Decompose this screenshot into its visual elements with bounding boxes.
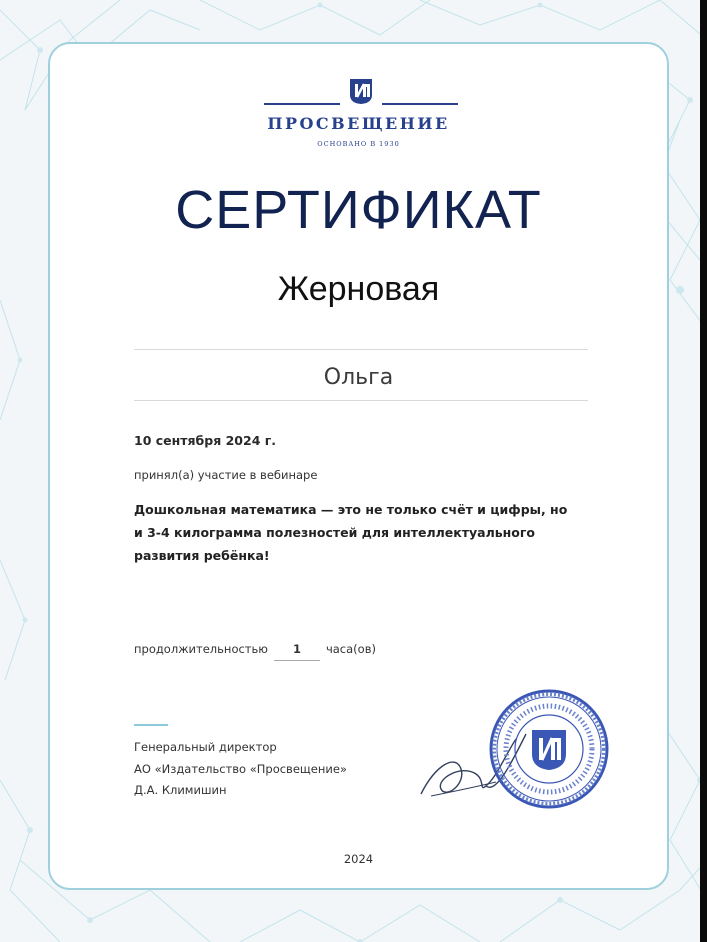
webinar-title: Дошкольная математика — это не только счёт и цифры, но и 3-4 килограмма полезностей для интеллектуального развития ребёнка! xyxy=(134,502,568,563)
name-rule-top xyxy=(134,349,588,350)
logo-line-right xyxy=(382,103,458,105)
duration-value: 1 xyxy=(274,642,320,661)
window-edge xyxy=(700,0,707,942)
signatory-position: Генеральный директор xyxy=(134,740,277,754)
signature-divider xyxy=(134,724,168,726)
signatory-organization: АО «Издательство «Просвещение» xyxy=(134,761,347,776)
certificate-year: 2024 xyxy=(343,852,374,866)
participation-text: принял(а) участие в вебинаре xyxy=(134,468,318,482)
name-rule-bottom xyxy=(134,400,588,401)
duration-label: продолжительностью xyxy=(134,642,268,656)
certificate-title: СЕРТИФИКАТ xyxy=(175,180,542,240)
duration-line xyxy=(134,642,376,661)
publisher-logo xyxy=(50,61,667,148)
participant-surname: Жерновая xyxy=(277,270,440,308)
participant-first-name: Ольга xyxy=(323,365,394,390)
brand-founded: ОСНОВАНО В 1930 xyxy=(317,140,400,148)
company-seal-icon xyxy=(488,688,610,810)
prosveshchenie-emblem-icon xyxy=(348,77,374,105)
certificate-card xyxy=(48,42,669,890)
duration-unit: часа(ов) xyxy=(325,642,376,656)
signatory-block xyxy=(134,737,347,802)
logo-line-left xyxy=(264,103,340,105)
event-date: 10 сентября 2024 г. xyxy=(134,433,277,448)
brand-name: ПРОСВЕЩЕНИЕ xyxy=(267,114,450,133)
signatory-name: Д.А. Климишин xyxy=(134,783,227,797)
